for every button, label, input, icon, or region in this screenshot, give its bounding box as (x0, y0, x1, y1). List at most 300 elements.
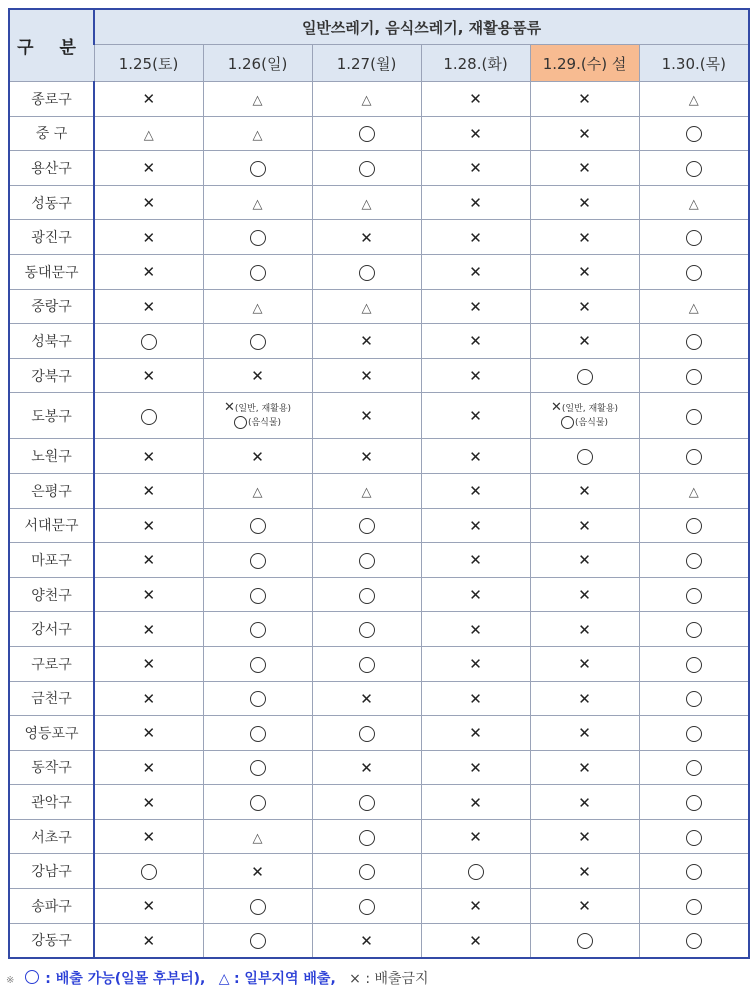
district-name: 양천구 (9, 577, 94, 612)
allowed-circle-icon (686, 864, 702, 880)
allowed-circle-icon (359, 265, 375, 281)
schedule-cell (530, 646, 639, 681)
schedule-cell (312, 254, 421, 289)
partial-triangle-icon: △ (688, 197, 699, 213)
allowed-circle-icon (141, 864, 157, 880)
schedule-cell (203, 151, 312, 186)
schedule-cell (530, 819, 639, 854)
forbidden-x-icon: ✕ (469, 90, 482, 109)
waste-type-header: 일반쓰레기, 음식쓰레기, 재활용품류 (94, 9, 749, 45)
schedule-cell (421, 889, 530, 924)
schedule-cell (639, 185, 749, 220)
forbidden-x-icon: ✕ (142, 516, 156, 535)
forbidden-x-icon: ✕ (360, 367, 373, 386)
forbidden-x-icon: ✕ (142, 263, 156, 282)
schedule-cell (312, 819, 421, 854)
schedule-cell (312, 220, 421, 255)
allowed-circle-icon (359, 518, 375, 534)
schedule-cell (312, 681, 421, 716)
partial-triangle-icon: △ (252, 300, 263, 316)
schedule-cell (639, 854, 749, 889)
district-name: 송파구 (9, 889, 94, 924)
split-food-label: (음식물) (574, 418, 609, 429)
district-name: 동대문구 (9, 254, 94, 289)
forbidden-x-icon: ✕ (469, 586, 482, 605)
allowed-circle-icon (250, 588, 266, 604)
schedule-cell (421, 716, 530, 751)
table-row (9, 854, 749, 889)
schedule-cell (421, 254, 530, 289)
schedule-cell (94, 393, 203, 439)
schedule-cell (421, 785, 530, 820)
allowed-circle-icon (141, 409, 157, 425)
legend-x-icon: × (349, 971, 361, 987)
schedule-cell (94, 358, 203, 393)
table-row (9, 819, 749, 854)
schedule-cell (530, 358, 639, 393)
schedule-cell (203, 543, 312, 578)
allowed-circle-icon (686, 726, 702, 742)
schedule-cell (421, 82, 530, 117)
schedule-cell (94, 289, 203, 324)
schedule-cell (530, 543, 639, 578)
allowed-circle-icon (577, 449, 593, 465)
forbidden-x-icon: ✕ (142, 931, 156, 950)
schedule-cell (421, 577, 530, 612)
forbidden-x-icon: ✕ (469, 194, 482, 213)
schedule-cell (421, 854, 530, 889)
table-row (9, 473, 749, 508)
schedule-cell (203, 358, 312, 393)
legend-forbidden-text: : 배출금지 (365, 971, 429, 987)
forbidden-x-icon: ✕ (578, 551, 591, 570)
schedule-cell (639, 393, 749, 439)
schedule-cell (312, 82, 421, 117)
district-name: 영등포구 (9, 716, 94, 751)
schedule-cell (203, 185, 312, 220)
schedule-cell (639, 750, 749, 785)
legend-circle-icon (25, 970, 39, 984)
schedule-cell (312, 439, 421, 474)
allowed-circle-icon (250, 553, 266, 569)
forbidden-x-icon: ✕ (469, 124, 482, 143)
table-row (9, 289, 749, 324)
schedule-cell (421, 923, 530, 958)
district-name: 강남구 (9, 854, 94, 889)
allowed-circle-icon (686, 409, 702, 425)
forbidden-x-icon: ✕ (578, 297, 591, 316)
district-name: 광진구 (9, 220, 94, 255)
forbidden-x-icon: ✕ (550, 400, 562, 416)
schedule-cell (530, 324, 639, 359)
partial-triangle-icon: △ (252, 485, 263, 501)
legend-triangle-icon: △ (218, 971, 230, 987)
table-row (9, 220, 749, 255)
table-row (9, 577, 749, 612)
forbidden-x-icon: ✕ (469, 516, 482, 535)
forbidden-x-icon: ✕ (469, 793, 482, 812)
schedule-cell (312, 543, 421, 578)
district-name: 동작구 (9, 750, 94, 785)
date-header-6: 1.30.(목) (639, 45, 749, 82)
schedule-cell (203, 785, 312, 820)
district-header: 구 분 (9, 9, 94, 82)
allowed-circle-icon (250, 622, 266, 638)
table-row (9, 612, 749, 647)
schedule-cell (421, 473, 530, 508)
schedule-cell (639, 151, 749, 186)
forbidden-x-icon: ✕ (360, 332, 373, 351)
split-general-recycle-label: (일반, 재활용) (561, 404, 619, 415)
forbidden-x-icon: ✕ (578, 897, 591, 916)
partial-triangle-icon: △ (252, 127, 263, 143)
schedule-cell (312, 612, 421, 647)
forbidden-x-icon: ✕ (142, 194, 156, 213)
allowed-circle-icon (686, 518, 702, 534)
forbidden-x-icon: ✕ (578, 159, 591, 178)
allowed-circle-icon (686, 933, 702, 949)
schedule-cell (530, 889, 639, 924)
forbidden-x-icon: ✕ (469, 332, 482, 351)
forbidden-x-icon: ✕ (578, 793, 591, 812)
schedule-cell (94, 923, 203, 958)
district-name: 용산구 (9, 151, 94, 186)
forbidden-x-icon: ✕ (578, 482, 591, 501)
table-row (9, 324, 749, 359)
partial-triangle-icon: △ (688, 485, 699, 501)
forbidden-x-icon: ✕ (469, 482, 482, 501)
allowed-circle-icon (686, 588, 702, 604)
schedule-cell (639, 923, 749, 958)
schedule-cell (94, 646, 203, 681)
allowed-circle-icon (686, 369, 702, 385)
forbidden-x-icon: ✕ (578, 90, 591, 109)
schedule-cell (203, 716, 312, 751)
allowed-circle-icon (686, 126, 702, 142)
schedule-cell (639, 82, 749, 117)
schedule-cell (203, 646, 312, 681)
partial-triangle-icon: △ (361, 93, 372, 109)
schedule-cell (530, 612, 639, 647)
schedule-cell (639, 508, 749, 543)
schedule-cell (94, 681, 203, 716)
table-row (9, 889, 749, 924)
schedule-cell (203, 439, 312, 474)
allowed-circle-icon (686, 622, 702, 638)
allowed-circle-icon (250, 933, 266, 949)
forbidden-x-icon: ✕ (578, 655, 591, 674)
forbidden-x-icon: ✕ (469, 297, 482, 316)
schedule-cell (530, 716, 639, 751)
schedule-cell (639, 785, 749, 820)
allowed-circle-icon (250, 657, 266, 673)
district-name: 관악구 (9, 785, 94, 820)
schedule-cell (530, 785, 639, 820)
schedule-cell (639, 254, 749, 289)
forbidden-x-icon: ✕ (469, 724, 482, 743)
allowed-circle-icon (686, 899, 702, 915)
schedule-cell (421, 393, 530, 439)
schedule-cell (530, 854, 639, 889)
schedule-cell (421, 185, 530, 220)
allowed-circle-icon (686, 795, 702, 811)
forbidden-x-icon: ✕ (578, 263, 591, 282)
allowed-circle-icon (250, 691, 266, 707)
schedule-cell (312, 577, 421, 612)
forbidden-x-icon: ✕ (223, 400, 235, 416)
allowed-circle-icon (359, 864, 375, 880)
forbidden-x-icon: ✕ (578, 124, 591, 143)
schedule-cell (203, 750, 312, 785)
schedule-cell (530, 151, 639, 186)
forbidden-x-icon: ✕ (469, 407, 482, 426)
table-row (9, 681, 749, 716)
schedule-cell (312, 116, 421, 151)
district-name: 중랑구 (9, 289, 94, 324)
schedule-cell (94, 185, 203, 220)
schedule-cell (203, 854, 312, 889)
forbidden-x-icon: ✕ (142, 724, 156, 743)
district-name: 성북구 (9, 324, 94, 359)
schedule-cell (421, 439, 530, 474)
allowed-circle-icon (250, 518, 266, 534)
partial-triangle-icon: △ (688, 93, 699, 109)
schedule-cell (530, 82, 639, 117)
schedule-cell (421, 220, 530, 255)
schedule-cell (203, 508, 312, 543)
schedule-cell (312, 185, 421, 220)
schedule-cell (530, 289, 639, 324)
forbidden-x-icon: ✕ (360, 407, 373, 426)
forbidden-x-icon: ✕ (142, 551, 156, 570)
schedule-cell (639, 358, 749, 393)
forbidden-x-icon: ✕ (469, 828, 482, 847)
legend-partial-text: : 일부지역 배출, (233, 971, 336, 987)
district-name: 강서구 (9, 612, 94, 647)
forbidden-x-icon: ✕ (142, 689, 156, 708)
allowed-circle-icon (359, 657, 375, 673)
district-name: 도봉구 (9, 393, 94, 439)
district-name: 노원구 (9, 439, 94, 474)
schedule-cell (312, 646, 421, 681)
schedule-cell (312, 358, 421, 393)
allowed-circle-icon (686, 334, 702, 350)
forbidden-x-icon: ✕ (142, 228, 156, 247)
allowed-circle-icon (686, 553, 702, 569)
partial-triangle-icon: △ (688, 300, 699, 316)
schedule-cell (94, 577, 203, 612)
table-row (9, 254, 749, 289)
schedule-cell (312, 785, 421, 820)
schedule-cell (94, 116, 203, 151)
schedule-cell (203, 819, 312, 854)
schedule-cell (639, 819, 749, 854)
schedule-cell (94, 254, 203, 289)
forbidden-x-icon: ✕ (360, 447, 373, 466)
schedule-cell (639, 716, 749, 751)
schedule-cell (421, 646, 530, 681)
schedule-cell (94, 543, 203, 578)
district-name: 은평구 (9, 473, 94, 508)
district-name: 서대문구 (9, 508, 94, 543)
schedule-cell (421, 358, 530, 393)
schedule-table-container (8, 8, 749, 959)
schedule-cell (312, 923, 421, 958)
allowed-circle-icon (686, 760, 702, 776)
forbidden-x-icon: ✕ (578, 620, 591, 639)
forbidden-x-icon: ✕ (142, 620, 156, 639)
schedule-cell (94, 854, 203, 889)
forbidden-x-icon: ✕ (578, 586, 591, 605)
allowed-circle-icon (686, 230, 702, 246)
table-row (9, 716, 749, 751)
forbidden-x-icon: ✕ (142, 897, 156, 916)
forbidden-x-icon: ✕ (469, 228, 482, 247)
district-name: 금천구 (9, 681, 94, 716)
forbidden-x-icon: ✕ (469, 367, 482, 386)
legend-note-mark: ※ (6, 975, 15, 986)
forbidden-x-icon: ✕ (142, 482, 156, 501)
allowed-circle-icon (250, 334, 266, 350)
schedule-cell (94, 508, 203, 543)
forbidden-x-icon: ✕ (360, 228, 373, 247)
forbidden-x-icon: ✕ (469, 159, 482, 178)
table-row (9, 151, 749, 186)
split-schedule-note (204, 401, 312, 430)
forbidden-x-icon: ✕ (142, 793, 156, 812)
schedule-cell (94, 324, 203, 359)
schedule-cell (530, 750, 639, 785)
schedule-cell (312, 324, 421, 359)
split-food-label: (음식물) (247, 418, 282, 429)
schedule-cell (203, 889, 312, 924)
schedule-cell (203, 289, 312, 324)
schedule-cell (203, 82, 312, 117)
forbidden-x-icon: ✕ (578, 228, 591, 247)
allowed-circle-icon (359, 795, 375, 811)
schedule-cell (94, 439, 203, 474)
schedule-cell (312, 854, 421, 889)
forbidden-x-icon: ✕ (578, 862, 591, 881)
schedule-cell (639, 577, 749, 612)
date-header-5: 1.29.(수) 설 (530, 45, 639, 82)
forbidden-x-icon: ✕ (360, 758, 373, 777)
forbidden-x-icon: ✕ (142, 297, 156, 316)
schedule-cell (530, 439, 639, 474)
schedule-cell (94, 785, 203, 820)
district-name: 마포구 (9, 543, 94, 578)
schedule-cell (639, 473, 749, 508)
forbidden-x-icon: ✕ (469, 931, 482, 950)
schedule-cell (530, 473, 639, 508)
schedule-cell (530, 681, 639, 716)
forbidden-x-icon: ✕ (142, 159, 156, 178)
schedule-cell (203, 393, 312, 439)
table-row (9, 358, 749, 393)
forbidden-x-icon: ✕ (578, 724, 591, 743)
forbidden-x-icon: ✕ (251, 367, 264, 386)
allowed-circle-icon (250, 795, 266, 811)
forbidden-x-icon: ✕ (469, 689, 482, 708)
allowed-circle-icon (234, 416, 247, 429)
allowed-circle-icon (686, 691, 702, 707)
partial-triangle-icon: △ (252, 197, 263, 213)
schedule-cell (203, 254, 312, 289)
allowed-circle-icon (250, 161, 266, 177)
date-header-3: 1.27(월) (312, 45, 421, 82)
table-row (9, 923, 749, 958)
schedule-cell (312, 473, 421, 508)
schedule-cell (94, 819, 203, 854)
forbidden-x-icon: ✕ (578, 758, 591, 777)
forbidden-x-icon: ✕ (469, 655, 482, 674)
forbidden-x-icon: ✕ (469, 758, 482, 777)
schedule-cell (203, 612, 312, 647)
schedule-cell (639, 439, 749, 474)
forbidden-x-icon: ✕ (142, 758, 156, 777)
district-name: 종로구 (9, 82, 94, 117)
schedule-cell (94, 612, 203, 647)
schedule-cell (530, 577, 639, 612)
partial-triangle-icon: △ (361, 300, 372, 316)
forbidden-x-icon: ✕ (142, 447, 156, 466)
table-row (9, 750, 749, 785)
schedule-cell (203, 473, 312, 508)
schedule-cell (203, 220, 312, 255)
date-header-4: 1.28.(화) (421, 45, 530, 82)
schedule-cell (312, 716, 421, 751)
table-row (9, 785, 749, 820)
allowed-circle-icon (686, 449, 702, 465)
schedule-cell (639, 324, 749, 359)
forbidden-x-icon: ✕ (469, 447, 482, 466)
forbidden-x-icon: ✕ (142, 367, 156, 386)
schedule-cell (639, 289, 749, 324)
legend (6, 968, 429, 988)
partial-triangle-icon: △ (143, 127, 154, 143)
table-row (9, 646, 749, 681)
allowed-circle-icon (359, 588, 375, 604)
allowed-circle-icon (359, 161, 375, 177)
schedule-cell (203, 577, 312, 612)
forbidden-x-icon: ✕ (469, 897, 482, 916)
allowed-circle-icon (577, 369, 593, 385)
allowed-circle-icon (686, 657, 702, 673)
allowed-circle-icon (250, 726, 266, 742)
schedule-cell (421, 508, 530, 543)
allowed-circle-icon (250, 899, 266, 915)
schedule-cell (94, 82, 203, 117)
allowed-circle-icon (359, 553, 375, 569)
schedule-cell (639, 116, 749, 151)
forbidden-x-icon: ✕ (469, 263, 482, 282)
schedule-cell (94, 889, 203, 924)
schedule-cell (312, 151, 421, 186)
schedule-cell (421, 289, 530, 324)
schedule-cell (639, 889, 749, 924)
schedule-cell (639, 543, 749, 578)
allowed-circle-icon (577, 933, 593, 949)
district-name: 서초구 (9, 819, 94, 854)
district-name: 강북구 (9, 358, 94, 393)
schedule-cell (203, 681, 312, 716)
schedule-cell (530, 508, 639, 543)
allowed-circle-icon (359, 622, 375, 638)
allowed-circle-icon (359, 830, 375, 846)
legend-possible-text: : 배출 가능(일몰 후부터), (45, 971, 206, 987)
schedule-cell (312, 393, 421, 439)
schedule-cell (94, 716, 203, 751)
